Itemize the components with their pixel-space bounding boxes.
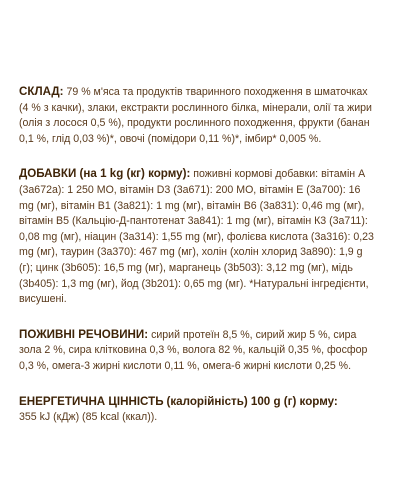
composition-section	[19, 84, 378, 147]
nutrients-label: ПОЖИВНІ РЕЧОВИНИ:	[19, 327, 149, 341]
nutrients-text: сирий протеїн 8,5 %, сирий жир 5 %, сира зола 2 %, сира клітковина 0,3 %, волога 82 %, кальцій 0,35 %, фосфор 0,3 %, омега-3 жирні кислоти 0,11 %, омега-6 жирні кислоти 0,25 %.	[19, 328, 368, 372]
energy-section	[19, 394, 378, 426]
composition-text: 79 % м'яса та продуктів тваринного походження в шматочках (4 % з качки), злаки, екстракти рослинного білка, мінерали, олії та жири (олія з лосося 0,5 %), продукти рослинного походження, фрукти (банан 0,1 %, глід 0,03 %)*, овочі (помідори 0,11 %)*, імбир* 0,005 %.	[19, 86, 372, 145]
composition-label: СКЛАД:	[19, 85, 64, 98]
additives-section	[19, 166, 378, 307]
nutrients-section	[19, 327, 378, 375]
additives-label: ДОБАВКИ (на 1 kg (кг) корму):	[19, 167, 191, 181]
energy-text: 355 kJ (кДж) (85 kcal (ккал)).	[19, 411, 158, 424]
additives-text: поживні кормові добавки: вітамін А (3а672а): 1 250 МО, вітамін D3 (3а671): 200 МО, вітамін Е (3а700): 16 mg (мг), вітамін В1 (3а821): 1 mg (мг), вітамін В6 (3а831): 0,46 mg (мг), вітамін В5 (Кальцію-Д-пантотенат 3а841): 1 mg (мг), вітамін К3 (3а711): 0,08 mg (мг), ніацин (3а314): 1,55 mg (мг), фолієва кислота (3а316): 0,23 mg (мг), таурин (3а370): 467 mg (мг), холін (холін хлорид 3а890): 1,9 g (г); цинк (3b605): 16,5 mg (мг), марганець (3b503): 3,12 mg (мг), мідь (3b405): 1,3 mg (мг), йод (3b201): 0,65 mg (мг). *Натуральні інгредієнти, висушені.	[19, 168, 374, 306]
energy-label: ЕНЕРГЕТИЧНА ЦІННІСТЬ	[19, 394, 164, 408]
energy-label-rest: (калорійність) 100 g (г) корму:	[166, 394, 338, 408]
